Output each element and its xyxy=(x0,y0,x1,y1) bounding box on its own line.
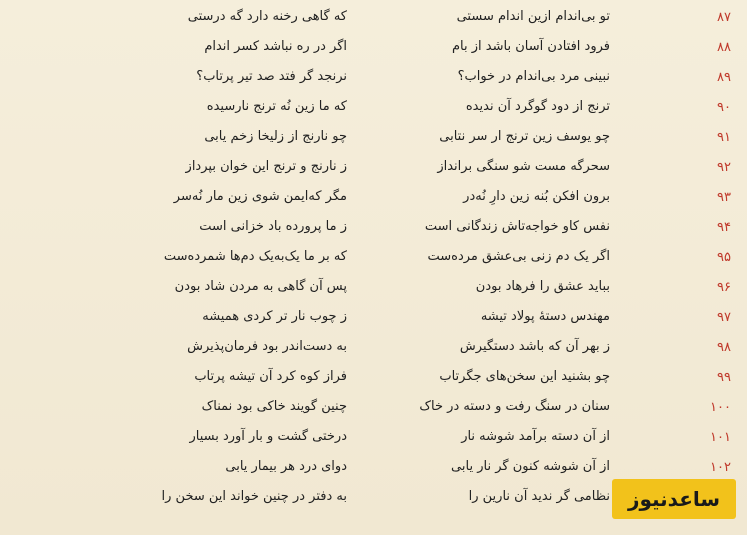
first-hemistich: از آن دسته برآمد شوشه نار xyxy=(461,429,610,444)
verse-row xyxy=(0,36,747,66)
verse-number: ۹۱ xyxy=(717,130,731,145)
first-hemistich: ترنج از دود گوگرد آن ندیده xyxy=(465,99,610,114)
verse-row xyxy=(0,66,747,96)
verse-number: ۹۷ xyxy=(717,310,731,325)
verse-number: ۹۴ xyxy=(717,220,731,235)
verse-row xyxy=(0,156,747,186)
first-hemistich: اگر یک دم زنی بی‌عشق مرده‌ست xyxy=(427,249,610,264)
verse-row xyxy=(0,426,747,456)
second-hemistich: ز نارنج و ترنج این خوان بپرداز xyxy=(185,159,347,174)
second-hemistich: دوای درد هر بیمار یابی xyxy=(225,459,347,474)
verse-number: ۸۷ xyxy=(717,10,731,25)
second-hemistich: که بر ما یک‌به‌یک دم‌ها شمرده‌ست xyxy=(163,249,347,264)
verse-row xyxy=(0,336,747,366)
second-hemistich: نرنجد گر فتد صد تیر پرتاب؟ xyxy=(196,69,347,84)
logo-text: ساعدنیوز xyxy=(627,487,721,511)
second-hemistich: اگر در ره نباشد کسر اندام xyxy=(204,39,347,54)
verse-number: ۹۹ xyxy=(717,370,731,385)
verse-row xyxy=(0,186,747,216)
saednews-logo xyxy=(612,479,736,519)
second-hemistich: چنین گویند خاکی بود نمناک xyxy=(201,399,347,414)
first-hemistich: سحرگه مست شو سنگی برانداز xyxy=(437,159,610,174)
first-hemistich: از آن شوشه کنون گر نار یابی xyxy=(451,459,610,474)
verse-number: ۹۶ xyxy=(717,280,731,295)
verse-row xyxy=(0,366,747,396)
verse-number: ۸۸ xyxy=(717,40,731,55)
verse-number: ۹۳ xyxy=(717,190,731,205)
second-hemistich: ز ما پرورده باد خزانی است xyxy=(199,219,347,234)
second-hemistich: فراز کوه کرد آن تیشه پرتاب xyxy=(194,369,347,384)
second-hemistich: چو نارنج از زلیخا زخم یابی xyxy=(204,129,347,144)
verse-number: ۹۵ xyxy=(717,250,731,265)
verse-row xyxy=(0,276,747,306)
second-hemistich: که گاهی رخنه دارد گه درستی xyxy=(187,9,347,24)
verse-number: ۱۰۲ xyxy=(710,460,731,475)
first-hemistich: مهندس دستهٔ پولاد تیشه xyxy=(480,309,610,324)
second-hemistich: درختی گشت و بار آورد بسیار xyxy=(189,429,347,444)
first-hemistich: چو بشنید این سخن‌های جگرتاب xyxy=(439,369,610,384)
verse-row xyxy=(0,306,747,336)
second-hemistich: که ما زین نُه ترنج نارسیده xyxy=(206,99,347,114)
verse-row xyxy=(0,96,747,126)
verse-list xyxy=(0,6,747,516)
second-hemistich: به دفتر در چنین خواند این سخن را xyxy=(161,489,347,504)
verse-row xyxy=(0,6,747,36)
verse-number: ۹۸ xyxy=(717,340,731,355)
first-hemistich: فرود افتادن آسان باشد از بام xyxy=(452,39,610,54)
verse-number: ۱۰۰ xyxy=(710,400,731,415)
first-hemistich: بباید عشق را فرهاد بودن xyxy=(475,279,610,294)
verse-number: ۸۹ xyxy=(717,70,731,85)
second-hemistich: به دست‌اندر بود فرمان‌پذیرش xyxy=(187,339,347,354)
second-hemistich: ز چوب نار تر کردی همیشه xyxy=(202,309,347,324)
first-hemistich: نظامی گر ندید آن نارین را xyxy=(468,489,610,504)
first-hemistich: تو بی‌اندام ازین اندام سستی xyxy=(456,9,610,24)
second-hemistich: پس آن گاهی به مردن شاد بودن xyxy=(174,279,347,294)
verse-number: ۹۰ xyxy=(717,100,731,115)
first-hemistich: برون افکن بُنه زین دارِ نُه‌در xyxy=(463,189,610,204)
first-hemistich: چو یوسف زین ترنج ار سر نتابی xyxy=(439,129,610,144)
verse-number: ۹۲ xyxy=(717,160,731,175)
first-hemistich: نفس کاو خواجه‌تاش زندگانی است xyxy=(424,219,610,234)
verse-row xyxy=(0,126,747,156)
verse-row xyxy=(0,396,747,426)
first-hemistich: ز بهر آن که باشد دستگیرش xyxy=(459,339,610,354)
second-hemistich: مگر که‌ایمن شوی زین مار نُه‌سر xyxy=(173,189,347,204)
first-hemistich: سنان در سنگ رفت و دسته در خاک xyxy=(419,399,610,414)
verse-number: ۱۰۱ xyxy=(710,430,731,445)
verse-row xyxy=(0,246,747,276)
first-hemistich: نبینی مرد بی‌اندام در خواب؟ xyxy=(457,69,610,84)
verse-row xyxy=(0,216,747,246)
